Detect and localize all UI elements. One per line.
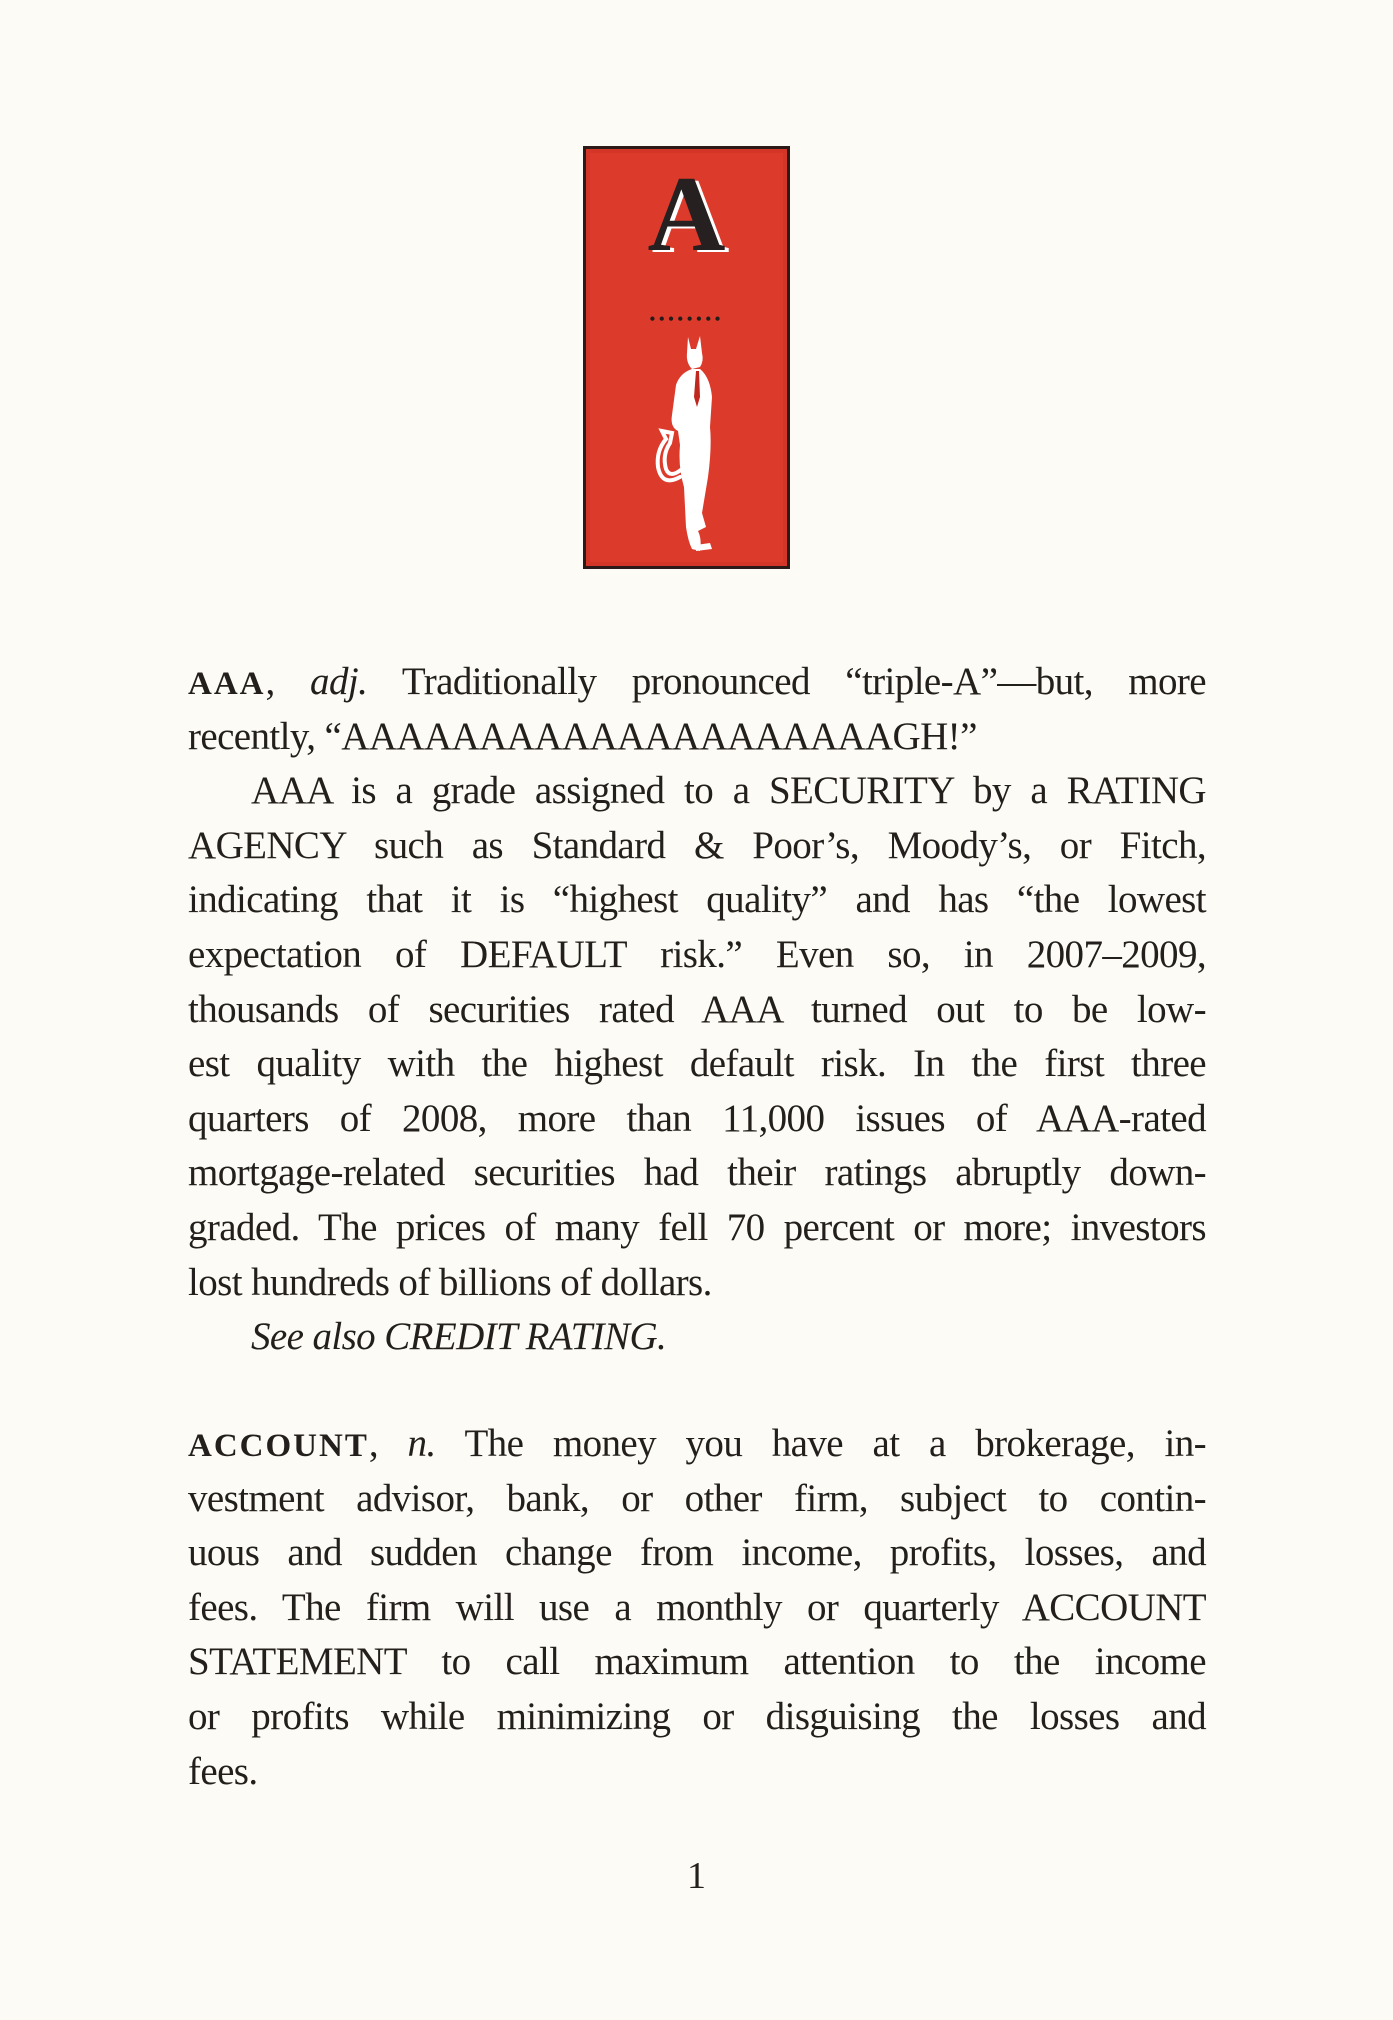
- see-also-reference: See also CREDIT RATING.: [251, 1315, 667, 1359]
- part-of-speech: adj.: [310, 660, 368, 703]
- paragraph-line: indicating that it is “highest quality” and has “the lowest: [188, 878, 1206, 922]
- paragraph-line: quarters of 2008, more than 11,000 issues of AAA-rated: [188, 1096, 1206, 1140]
- headword: ACCOUNT: [188, 1428, 369, 1464]
- devil-businessman-icon: [636, 327, 746, 562]
- paragraph-line: fees. The firm will use a monthly or quarterly ACCOUNT: [188, 1585, 1206, 1629]
- paragraph-line: AGENCY such as Standard & Poor’s, Moody’s, or Fitch,: [188, 823, 1206, 867]
- definition-text: Traditionally pronounced “triple-A”—but, more: [401, 660, 1207, 703]
- paragraph-line: graded. The prices of many fell 70 percent or more; investors: [188, 1205, 1206, 1249]
- part-of-speech: n.: [407, 1422, 436, 1465]
- entry-aaa: [188, 655, 1206, 1365]
- paragraph-line: AAA is a grade assigned to a SECURITY by a RATING: [251, 769, 1206, 813]
- paragraph-line: expectation of DEFAULT risk.” Even so, in 2007–2009,: [188, 932, 1206, 976]
- chapter-letter: A: [647, 155, 726, 274]
- entry-account-line-1: ACCOUNT, n. The money you have at a brokerage, in-: [188, 1422, 1206, 1465]
- paragraph-line: STATEMENT to call maximum attention to the income: [188, 1640, 1206, 1684]
- entry-aaa-line-2: recently, “AAAAAAAAAAAAAAAAAAAAGH!”: [188, 714, 977, 758]
- headword: AAA: [188, 666, 266, 702]
- paragraph-line: est quality with the highest default risk. In the first three: [188, 1042, 1206, 1086]
- paragraph-line: or profits while minimizing or disguising the losses and: [188, 1694, 1206, 1738]
- paragraph-line: lost hundreds of billions of dollars.: [188, 1260, 712, 1304]
- paragraph-line: fees.: [188, 1749, 258, 1793]
- entry-account: [188, 1417, 1206, 1799]
- page-number: 1: [687, 1855, 706, 1897]
- paragraph-line: uous and sudden change from income, profits, losses, and: [188, 1531, 1206, 1575]
- dotted-ornament: ••••••••: [649, 309, 724, 329]
- entry-aaa-line-1: AAA, adj. Traditionally pronounced “triple-A”—but, more: [188, 660, 1207, 703]
- paragraph-line: mortgage-related securities had their ratings abruptly down-: [188, 1151, 1206, 1195]
- chapter-letter-plate: [583, 146, 790, 569]
- paragraph-line: thousands of securities rated AAA turned out to be low-: [188, 987, 1206, 1031]
- definition-text: The money you have at a brokerage, in-: [464, 1422, 1206, 1465]
- paragraph-line: vestment advisor, bank, or other firm, subject to contin-: [188, 1476, 1206, 1520]
